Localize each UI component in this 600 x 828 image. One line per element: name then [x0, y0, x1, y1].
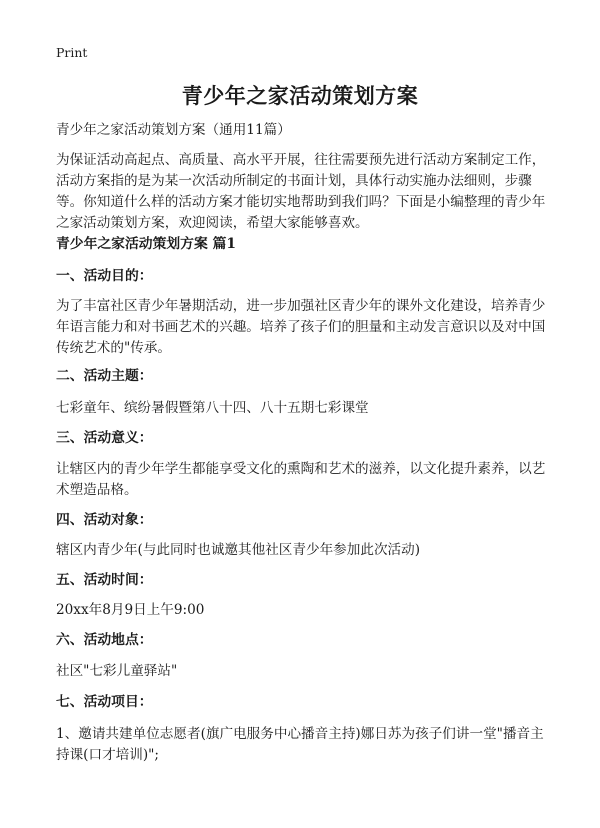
paragraph-theme: 七彩童年、缤纷暑假暨第八十四、八十五期七彩课堂 [56, 400, 369, 416]
paragraph-activities: 1、邀请共建单位志愿者(旗广电服务中心播音主持)娜日苏为孩子们讲一堂"播音主持课(口才培训)"; [56, 726, 544, 763]
heading-location: 六、活动地点： [56, 632, 153, 648]
intro-paragraph: 为保证活动高起点、高质量、高水平开展，往往需要预先进行活动方案制定工作，活动方案指的是为某一次活动所制定的书面计划，具体行动实施办法细则，步骤等。你知道什么样的活动方案才能切实地帮助到我们吗？下面是小编整理的青少年之家活动策划方案，欢迎阅读，希望大家能够喜欢。 [56, 152, 546, 231]
paragraph-time: 20xx年8月9日上午9:00 [56, 602, 205, 618]
paragraph-purpose: 为了丰富社区青少年暑期活动，进一步加强社区青少年的课外文化建设，培养青少年语言能力和对书画艺术的兴趣。培养了孩子们的胆量和主动发言意识以及对中国传统艺术的"传承。 [56, 298, 546, 356]
section-heading: 青少年之家活动策划方案 篇1 [56, 236, 236, 252]
heading-activities: 七、活动项目： [56, 694, 153, 710]
heading-audience: 四、活动对象： [56, 512, 153, 528]
paragraph-significance: 让辖区内的青少年学生都能享受文化的熏陶和艺术的滋养，以文化提升素养，以艺术塑造品格。 [56, 461, 546, 498]
print-link[interactable]: Print [56, 45, 88, 60]
paragraph-audience: 辖区内青少年(与此同时也诚邀其他社区青少年参加此次活动) [56, 542, 421, 558]
heading-theme: 二、活动主题： [56, 368, 153, 384]
heading-significance: 三、活动意义： [56, 430, 153, 446]
heading-time: 五、活动时间： [56, 572, 153, 588]
heading-purpose: 一、活动目的： [56, 268, 153, 284]
document-subtitle: 青少年之家活动策划方案（通用11篇） [56, 122, 291, 138]
paragraph-location: 社区"七彩儿童驿站" [56, 663, 178, 679]
document-title: 青少年之家活动策划方案 [181, 83, 419, 108]
